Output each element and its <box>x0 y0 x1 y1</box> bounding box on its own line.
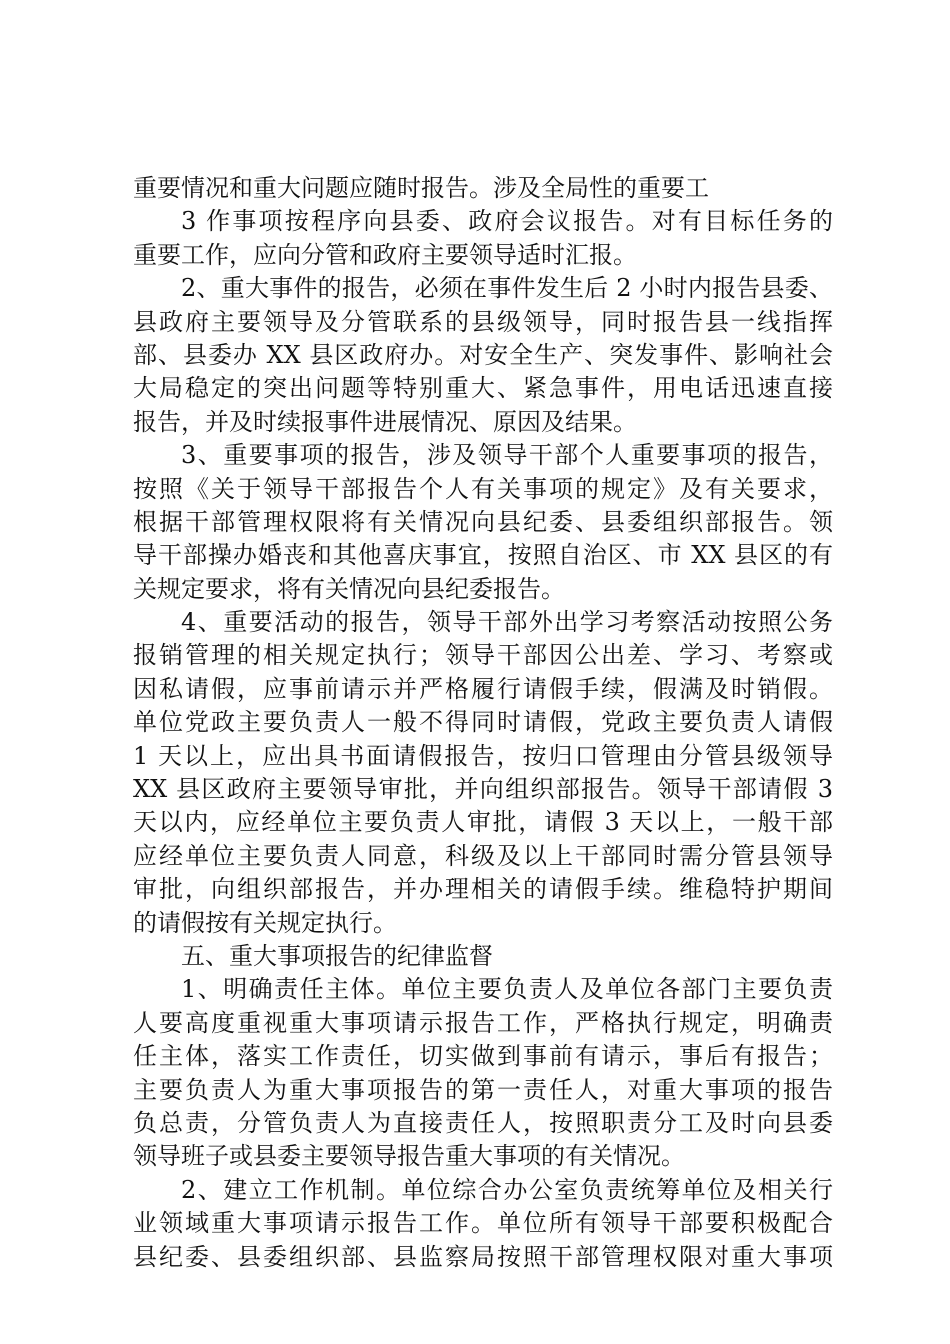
text-line: 大局稳定的突出问题等特别重大、紧急事件，用电话迅速直接 <box>133 374 833 403</box>
text-line: 单位党政主要负责人一般不得同时请假，党政主要负责人请假 <box>133 708 833 737</box>
text-line: 主要负责人为重大事项报告的第一责任人，对重大事项的报告 <box>133 1075 833 1104</box>
text-line: 天以内，应经单位主要负责人审批，请假 3 天以上，一般干部 <box>133 808 833 837</box>
text-line: 重要工作，应向分管和政府主要领导适时汇报。 <box>133 240 637 269</box>
text-line: 1 天以上，应出具书面请假报告，按归口管理由分管县级领导 <box>133 741 833 770</box>
text-line: 县纪委、县委组织部、县监察局按照干部管理权限对重大事项 <box>133 1242 833 1271</box>
text-line: 领导班子或县委主要领导报告重大事项的有关情况。 <box>133 1142 685 1171</box>
text-line: 关规定要求，将有关情况向县纪委报告。 <box>133 574 565 603</box>
text-line: 报销管理的相关规定执行；领导干部因公出差、学习、考察或 <box>133 641 833 670</box>
text-line: 按照《关于领导干部报告个人有关事项的规定》及有关要求， <box>133 474 833 503</box>
text-line: 4、重要活动的报告，领导干部外出学习考察活动按照公务 <box>181 608 833 637</box>
text-line: 审批，向组织部报告，并办理相关的请假手续。维稳特护期间 <box>133 875 833 904</box>
text-line: 业领域重大事项请示报告工作。单位所有领导干部要积极配合 <box>133 1209 833 1238</box>
text-line: 人要高度重视重大事项请示报告工作，严格执行规定，明确责 <box>133 1008 833 1037</box>
text-line: 部、县委办 XX 县区政府办。对安全生产、突发事件、影响社会 <box>133 340 833 369</box>
text-line: 县政府主要领导及分管联系的县级领导，同时报告县一线指挥 <box>133 307 833 336</box>
text-line: 导干部操办婚丧和其他喜庆事宜，按照自治区、市 XX 县区的有 <box>133 541 833 570</box>
text-line: 根据干部管理权限将有关情况向县纪委、县委组织部报告。领 <box>133 507 833 536</box>
text-line: 负总责，分管负责人为直接责任人，按照职责分工及时向县委 <box>133 1108 833 1137</box>
text-line: 重要情况和重大问题应随时报告。涉及全局性的重要工 <box>133 174 709 202</box>
text-line: 3 作事项按程序向县委、政府会议报告。对有目标任务的 <box>181 207 833 236</box>
text-line: 3、重要事项的报告，涉及领导干部个人重要事项的报告， <box>181 441 833 470</box>
text-line: 1、明确责任主体。单位主要负责人及单位各部门主要负责 <box>181 975 833 1004</box>
text-line: 2、重大事件的报告，必须在事件发生后 2 小时内报告县委、 <box>181 274 833 303</box>
text-line: XX 县区政府主要领导审批，并向组织部报告。领导干部请假 3 <box>133 775 833 804</box>
text-line: 因私请假，应事前请示并严格履行请假手续，假满及时销假。 <box>133 674 833 703</box>
text-line: 任主体，落实工作责任，切实做到事前有请示，事后有报告； <box>133 1042 833 1071</box>
document-page <box>133 172 833 1274</box>
text-line: 2、建立工作机制。单位综合办公室负责统筹单位及相关行 <box>181 1175 833 1204</box>
text-line: 报告，并及时续报事件进展情况、原因及结果。 <box>133 407 637 436</box>
text-line: 的请假按有关规定执行。 <box>133 908 397 937</box>
text-line: 五、重大事项报告的纪律监督 <box>181 941 493 970</box>
text-line: 应经单位主要负责人同意，科级及以上干部同时需分管县领导 <box>133 841 833 870</box>
